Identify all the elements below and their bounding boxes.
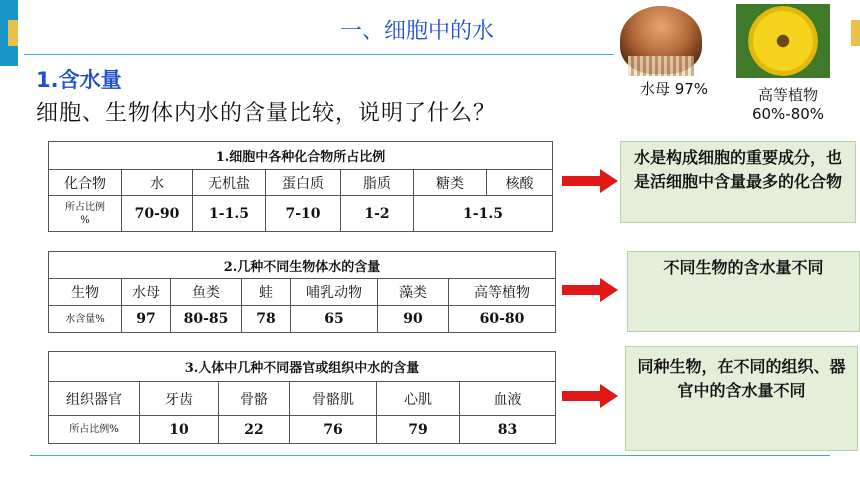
- table1-row-label-proportion-line2: %: [80, 214, 90, 226]
- plant-caption: [736, 86, 840, 124]
- table1-header-water: 水: [122, 170, 193, 196]
- table-organism-water: [48, 251, 556, 333]
- table1-header-nucleic-acid: 核酸: [487, 170, 553, 196]
- table1-row-label-proportion: [49, 196, 122, 232]
- conclusion-box-1: 水是构成细胞的重要成分，也是活细胞中含量最多的化合物: [620, 141, 856, 223]
- table-organ-water: [48, 351, 556, 444]
- table2-header-jellyfish: 水母: [122, 279, 171, 306]
- right-accent-yellow: [851, 20, 860, 46]
- table1-value-water: 70-90: [122, 196, 193, 232]
- table3-value-teeth: 10: [140, 416, 219, 444]
- table3-value-skeletal-muscle: 76: [290, 416, 377, 444]
- table1-title: 1.细胞中各种化合物所占比例: [49, 142, 553, 170]
- table1-header-protein: 蛋白质: [266, 170, 341, 196]
- table1-header-sugar: 糖类: [414, 170, 487, 196]
- plant-caption-line2: 60%-80%: [751, 105, 825, 123]
- table3-row-label-proportion: 所占比例%: [49, 416, 140, 444]
- table2-row-label-water-content: 水含量%: [49, 306, 122, 333]
- table3-title: 3.人体中几种不同器官或组织中水的含量: [49, 352, 556, 382]
- table3-row-label-organ: 组织器官: [49, 382, 140, 416]
- table2-value-higher-plant: 60-80: [449, 306, 556, 333]
- table1-row-label-proportion-line1: 所占比例: [65, 201, 105, 213]
- slide-title: 一、细胞中的水: [340, 19, 495, 44]
- table3-value-bone: 22: [219, 416, 290, 444]
- table3-value-blood: 83: [460, 416, 556, 444]
- table2-header-higher-plant: 高等植物: [449, 279, 556, 306]
- table2-header-algae: 藻类: [378, 279, 449, 306]
- arrow-right-icon: [560, 383, 620, 409]
- section-title: 1.含水量: [36, 68, 122, 92]
- arrow-right-icon: [560, 277, 620, 303]
- table2-value-jellyfish: 97: [122, 306, 171, 333]
- table1-value-sugar-nucleic: 1-1.5: [414, 196, 553, 232]
- jellyfish-tentacles: [628, 56, 694, 76]
- table1-value-inorganic-salt: 1-1.5: [193, 196, 266, 232]
- table2-value-frog: 78: [242, 306, 291, 333]
- table2-header-frog: 蛙: [242, 279, 291, 306]
- table2-value-algae: 90: [378, 306, 449, 333]
- table2-value-mammal: 65: [291, 306, 378, 333]
- table2-row-label-organism: 生物: [49, 279, 122, 306]
- header-divider: [24, 54, 614, 55]
- jellyfish-caption: 水母 97%: [639, 80, 709, 98]
- table3-header-bone: 骨骼: [219, 382, 290, 416]
- plant-caption-line1: 高等植物: [757, 86, 818, 104]
- plant-flower-image: [748, 6, 818, 76]
- conclusion-box-2: 不同生物的含水量不同: [627, 251, 860, 332]
- table3-header-skeletal-muscle: 骨骼肌: [290, 382, 377, 416]
- table1-row-label-compound: 化合物: [49, 170, 122, 196]
- table1-value-lipid: 1-2: [341, 196, 414, 232]
- table2-header-fish: 鱼类: [171, 279, 242, 306]
- table3-value-heart-muscle: 79: [377, 416, 460, 444]
- conclusion-box-3: 同种生物，在不同的组织、器官中的含水量不同: [625, 346, 858, 451]
- footer-divider: [30, 455, 830, 456]
- table3-header-blood: 血液: [460, 382, 556, 416]
- question-text: 细胞、生物体内水的含量比较，说明了什么？: [36, 101, 497, 126]
- table2-header-mammal: 哺乳动物: [291, 279, 378, 306]
- table1-value-protein: 7-10: [266, 196, 341, 232]
- table1-header-inorganic-salt: 无机盐: [193, 170, 266, 196]
- table3-header-teeth: 牙齿: [140, 382, 219, 416]
- arrow-right-icon: [560, 168, 620, 194]
- table-compound-proportions: [48, 141, 553, 232]
- table3-header-heart-muscle: 心肌: [377, 382, 460, 416]
- table1-header-lipid: 脂质: [341, 170, 414, 196]
- table2-title: 2.几种不同生物体水的含量: [49, 252, 556, 279]
- left-accent-yellow: [8, 20, 18, 46]
- table2-value-fish: 80-85: [171, 306, 242, 333]
